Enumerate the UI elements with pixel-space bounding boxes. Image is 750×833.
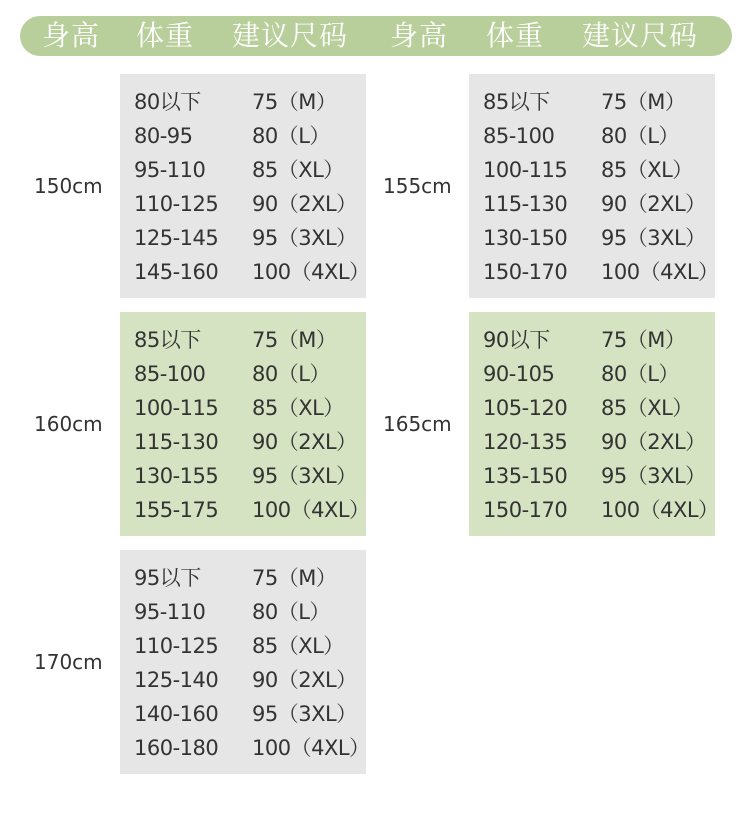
table-header-bar [20,16,732,56]
weight-range: 145-160 [134,260,219,284]
weight-range: 120-135 [483,430,568,454]
size-row [134,192,357,216]
size-value: 80（L） [252,600,330,624]
height-label: 150cm [34,174,103,198]
weight-range: 130-150 [483,226,568,250]
size-value: 90（2XL） [601,430,706,454]
weight-range: 105-120 [483,396,568,420]
size-value: 95（3XL） [252,226,357,250]
weight-range: 90-105 [483,362,555,386]
height-label: 165cm [383,412,452,436]
size-value: 95（3XL） [601,226,706,250]
size-row [483,498,719,522]
size-row [134,464,357,488]
size-row [483,464,706,488]
size-value: 75（M） [601,328,686,352]
size-row [134,600,330,624]
size-value: 75（M） [252,90,337,114]
size-row [483,430,706,454]
weight-range: 125-145 [134,226,219,250]
weight-range: 90以下 [483,328,550,352]
size-row [134,90,337,114]
size-value: 80（L） [601,362,679,386]
weight-range: 95-110 [134,600,206,624]
weight-range: 115-130 [134,430,219,454]
height-label: 170cm [34,650,103,674]
size-value: 90（2XL） [601,192,706,216]
size-value: 100（4XL） [252,498,370,522]
size-value: 75（M） [252,328,337,352]
size-value: 90（2XL） [252,668,357,692]
weight-range: 160-180 [134,736,219,760]
size-row [134,260,370,284]
height-label: 160cm [34,412,103,436]
size-row [134,634,344,658]
header-weight: 体重 [136,19,195,52]
size-row [483,328,686,352]
size-row [134,430,357,454]
weight-range: 110-125 [134,192,219,216]
size-row [134,668,357,692]
header-suggested-size: 建议尺码 [232,19,349,52]
size-box [469,74,719,298]
size-row [134,226,357,250]
size-box [120,550,370,774]
size-row [483,362,679,386]
size-row [134,702,357,726]
size-value: 85（XL） [252,158,344,182]
weight-range: 80以下 [134,90,201,114]
size-box [469,312,719,536]
size-row [134,396,344,420]
header-weight: 体重 [486,19,545,52]
size-value: 100（4XL） [252,736,370,760]
size-value: 85（XL） [252,634,344,658]
size-value: 95（3XL） [601,464,706,488]
weight-range: 150-170 [483,498,568,522]
size-row [483,90,686,114]
weight-range: 85-100 [483,124,555,148]
weight-range: 135-150 [483,464,568,488]
size-row [134,124,330,148]
weight-range: 110-125 [134,634,219,658]
size-value: 100（4XL） [252,260,370,284]
weight-range: 85以下 [134,328,201,352]
weight-range: 125-140 [134,668,219,692]
size-row [134,362,330,386]
size-value: 85（XL） [601,158,693,182]
size-row [483,158,693,182]
size-row [483,192,706,216]
size-value: 90（2XL） [252,430,357,454]
weight-range: 95以下 [134,566,201,590]
size-value: 80（L） [601,124,679,148]
header-height: 身高 [42,19,101,52]
weight-range: 100-115 [483,158,568,182]
size-row [483,396,693,420]
size-value: 90（2XL） [252,192,357,216]
header-suggested-size: 建议尺码 [582,19,699,52]
size-value: 75（M） [252,566,337,590]
size-value: 75（M） [601,90,686,114]
size-value: 85（XL） [601,396,693,420]
header-height: 身高 [390,19,449,52]
size-row [134,566,337,590]
height-label: 155cm [383,174,452,198]
size-box [120,312,370,536]
size-row [483,260,719,284]
weight-range: 85以下 [483,90,550,114]
weight-range: 95-110 [134,158,206,182]
size-value: 85（XL） [252,396,344,420]
size-box [120,74,370,298]
size-row [134,498,370,522]
weight-range: 80-95 [134,124,193,148]
size-value: 95（3XL） [252,702,357,726]
size-row [483,124,679,148]
size-value: 95（3XL） [252,464,357,488]
weight-range: 100-115 [134,396,219,420]
weight-range: 130-155 [134,464,219,488]
weight-range: 140-160 [134,702,219,726]
weight-range: 85-100 [134,362,206,386]
weight-range: 150-170 [483,260,568,284]
weight-range: 115-130 [483,192,568,216]
weight-range: 155-175 [134,498,219,522]
size-value: 80（L） [252,362,330,386]
size-value: 100（4XL） [601,260,719,284]
size-row [134,158,344,182]
size-value: 100（4XL） [601,498,719,522]
size-row [134,736,370,760]
size-value: 80（L） [252,124,330,148]
size-row [483,226,706,250]
size-row [134,328,337,352]
